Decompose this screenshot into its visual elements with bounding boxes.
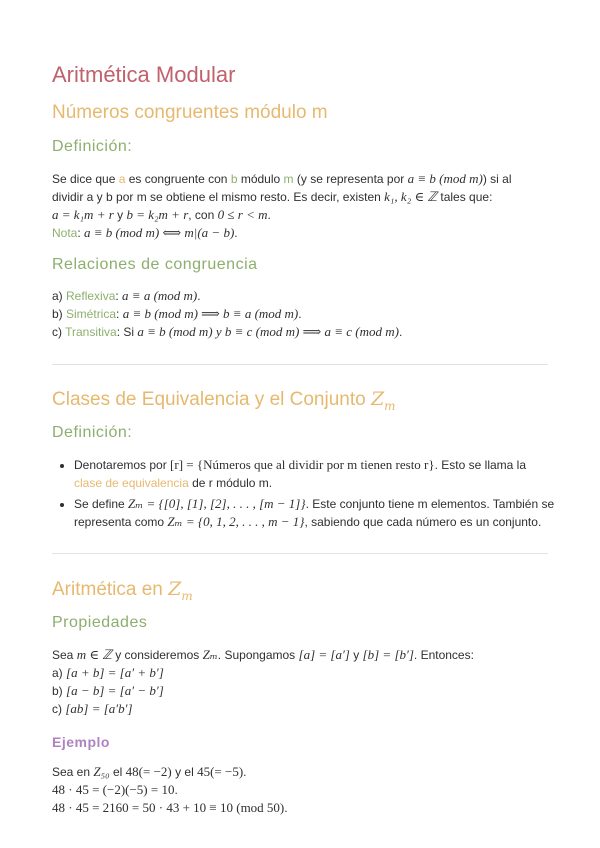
definition-line-3: a = k₁m + r y b = k₂m + r, con 0 ≤ r < m. [52,207,271,222]
example-line-3: 48 · 45 = 2160 = 50 · 43 + 10 ≡ 10 (mod 50). [52,800,288,815]
property-sum: a) [a + b] = [a′ + b′] [52,665,164,680]
example-heading: Ejemplo [52,734,110,750]
divider-2 [52,553,548,554]
properties-intro: Sea m ∈ ℤ y consideremos Zₘ. Supongamos [a] = [a′] y [b] = [b′]. Entonces: [52,647,474,662]
section-heading-congruentes: Números congruentes módulo m [52,102,328,123]
relation-transitiva: c) Transitiva: Si a ≡ b (mod m) y b ≡ c (mod m) ⟹ a ≡ c (mod m). [52,324,403,339]
list-item: • Denotaremos por [r] = {Números que al dividir por m tienen resto r}. Esto se llama la clase de equivalencia de r módulo m. [74,456,570,492]
definition-line-2: dividir a y b por m se obtiene el mismo resto. Es decir, existen k₁, k₂ ∈ ℤ tales que: [52,189,493,204]
relation-simetrica: b) Simétrica: a ≡ b (mod m) ⟹ b ≡ a (mod m). [52,306,302,321]
example-line-2: 48 · 45 = (−2)(−5) = 10. [52,782,178,797]
relations-heading: Relaciones de congruencia [52,256,258,273]
definition-heading-1: Definición: [52,138,133,155]
relation-reflexiva: a) Reflexiva: a ≡ a (mod m). [52,288,201,303]
definition-heading-2: Definición: [52,424,133,441]
property-difference: b) [a − b] = [a′ − b′] [52,683,164,698]
divider-1 [52,364,548,365]
definition-line-1: Se dice que a es congruente con b módulo m (y se representa por a ≡ b (mod m)) si al [52,171,512,186]
nota-label: Nota [52,226,78,240]
list-item: • Se define Zₘ = {[0], [1], [2], . . . , [m − 1]}. Este conjunto tiene m elementos. También se representa como Zₘ = {0, 1, 2, . . . , m − 1}, sabiendo que cada número es un conjunto. [74,495,570,531]
page-title: Aritmética Modular [52,62,236,87]
property-product: c) [ab] = [a′b′] [52,701,133,716]
nota-line: Nota: a ≡ b (mod m) ⟺ m|(a − b). [52,225,238,240]
definition-list [52,456,570,534]
section-heading-aritmetica: Aritmética en $Z_m$ [52,578,193,603]
equivalence-class-link: clase de equivalencia [74,476,189,490]
example-line-1: Sea en Z₅₀ el 48(= −2) y el 45(= −5). [52,764,247,779]
properties-heading: Propiedades [52,614,148,631]
section-heading-clases: Clases de Equivalencia y el Conjunto $Z_m$ [52,388,396,413]
